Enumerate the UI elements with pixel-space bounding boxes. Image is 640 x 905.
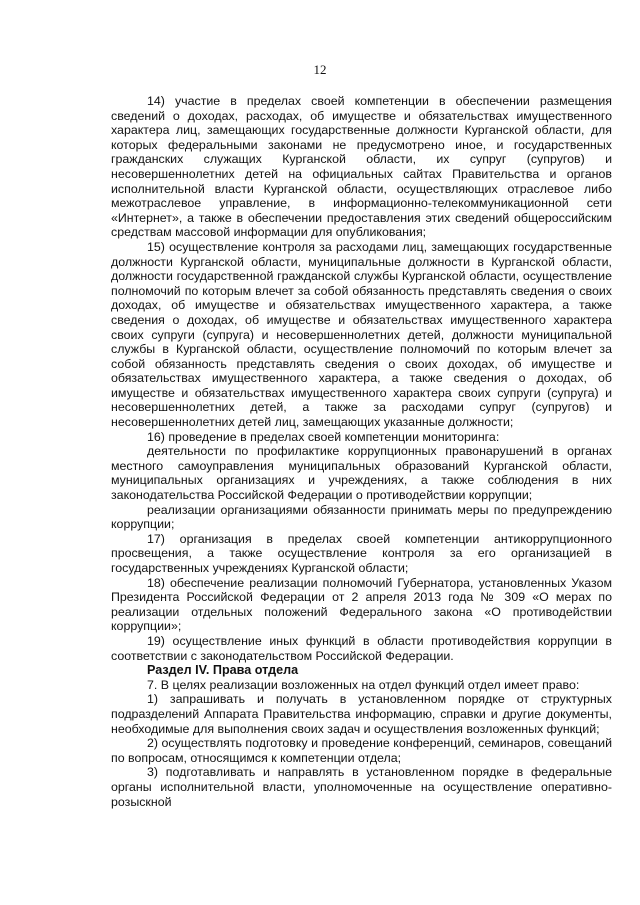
page-number: 12 — [313, 62, 327, 77]
paragraph-right-1: 1) запрашивать и получать в установленном порядке от структурных подразделений Аппарата Правительства информацию, справки и другие документы, необходимые для выполнения своих задач и осуществления возложенных функций; — [111, 692, 612, 736]
paragraph-item-16: 16) проведение в пределах своей компетенции мониторинга: — [147, 429, 500, 444]
document-body — [111, 94, 612, 809]
paragraph-monitoring-organizations: реализации организациями обязанности принимать меры по предупреждению коррупции; — [111, 502, 612, 532]
paragraph-item-19: 19) осуществление иных функций в области противодействия коррупции в соответствии с законодательством Российской Федерации. — [111, 633, 612, 663]
paragraph-right-3: 3) подготавливать и направлять в установленном порядке в федеральные органы исполнительной власти, уполномоченные на осуществление оперативно-розыскной — [111, 765, 612, 809]
paragraph-item-15: 15) осуществление контроля за расходами лиц, замещающих государственные должности Курганской области, муниципальные должности в Курганской области, должности государственной гражданской службы Курганской области, осуществление полномочий по которым влечет за собой обязанность представлять сведения о своих доходах, об имуществе и обязательствах имущественного характера, а также сведения о доходах, об имуществе и обязательствах имущественного характера своих супруги (супруга) и несовершеннолетних детей, должности муниципальной службы в Курганской области, осуществление полномочий по которым влечет за собой обязанность представлять сведения о своих доходах, об имуществе и обязательствах имущественного характера, а также сведения о доходах, об имуществе и обязательствах имущественного характера своих супруги (супруга) и несовершеннолетних детей, а также за расходами супруг (супругов) и несовершеннолетних детей лиц, замещающих указанные должности; — [111, 239, 612, 430]
section-title: Раздел IV. Права отдела — [147, 663, 299, 678]
paragraph-monitoring-activities: деятельности по профилактике коррупционных правонарушений в органах местного самоуправления муниципальных образований Курганской области, муниципальных организациях и учреждениях, а также соблюдения в них законодательства Российской Федерации о противодействии коррупции; — [111, 444, 612, 503]
paragraph-right-2: 2) осуществлять подготовку и проведение конференций, семинаров, совещаний по вопросам, относящимся к компетенции отдела; — [111, 736, 612, 765]
paragraph-item-17: 17) организация в пределах своей компетенции антикоррупционного просвещения, а также осуществление контроля за его организацией в государственных учреждениях Курганской области; — [111, 531, 612, 575]
paragraph-item-18: 18) обеспечение реализации полномочий Губернатора, установленных Указом Президента Российской Федерации от 2 апреля 2013 года № 309 «О мерах по реализации отдельных положений Федерального закона «О противодействии коррупции»; — [111, 575, 612, 634]
paragraph-rights-intro: 7. В целях реализации возложенных на отдел функций отдел имеет право: — [147, 677, 580, 692]
paragraph-item-14: 14) участие в пределах своей компетенции в обеспечении размещения сведений о доходах, расходах, об имуществе и обязательствах имущественного характера лиц, замещающих государственные должности Курганской области, для которых федеральными законами не предусмотрено иное, и государственных гражданских служащих Курганской области, их супруг (супругов) и несовершеннолетних детей на официальных сайтах Правительства и органов исполнительной власти Курганской области, осуществляющих отраслевое либо межотраслевое управление, в информационно-телекоммуникационной сети «Интернет», а также в обеспечении предоставления этих сведений общероссийским средствам массовой информации для опубликования; — [111, 94, 612, 240]
